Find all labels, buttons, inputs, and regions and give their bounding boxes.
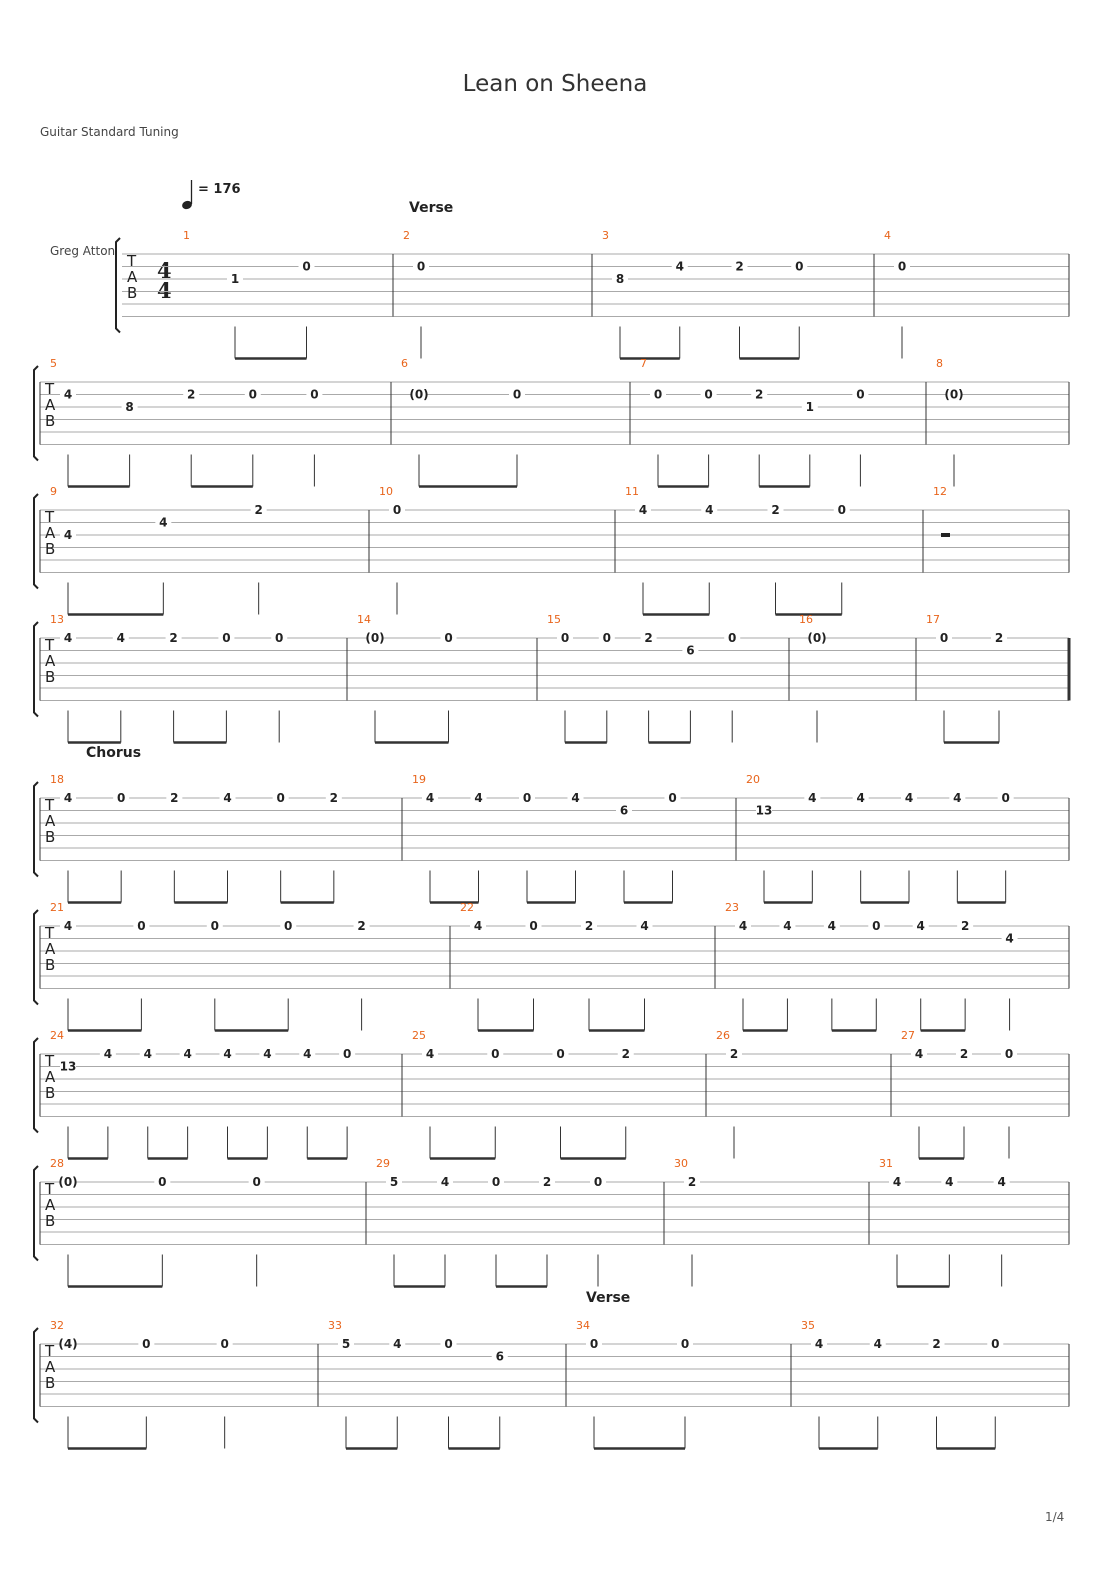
tab-clef-letter: T [45, 1180, 55, 1198]
fret-number: 5 [389, 1175, 399, 1189]
fret-number: 1 [805, 400, 814, 414]
fret-number: 0 [222, 631, 231, 645]
fret-number: 0 [444, 1337, 453, 1351]
tab-system [34, 1319, 1069, 1449]
tab-clef-letter: A [45, 812, 56, 830]
measure-number: 29 [376, 1157, 390, 1170]
measure-number: 22 [460, 901, 474, 914]
tab-clef-letter: B [45, 828, 56, 846]
measure-number: 35 [801, 1319, 815, 1332]
system-brace [34, 494, 38, 589]
fret-number: 0 [653, 387, 663, 402]
system-brace [34, 366, 38, 461]
fret-number: 0 [491, 1175, 501, 1189]
fret-number: 0 [444, 631, 453, 645]
fret-number: 4 [116, 631, 125, 645]
fret-number: 6 [619, 803, 629, 818]
fret-number: (0) [365, 631, 385, 645]
time-signature-bottom: 4 [157, 278, 172, 303]
time-signature-top: 4 [157, 258, 172, 283]
measure-number: 17 [926, 613, 940, 626]
measure-number: 25 [412, 1029, 426, 1042]
fret-number: (0) [58, 1175, 78, 1189]
fret-number: 4 [63, 631, 73, 645]
fret-number: 0 [529, 919, 538, 933]
fret-number: 4 [63, 528, 73, 542]
tab-clef-letter: A [45, 1358, 56, 1376]
fret-number: 6 [686, 643, 695, 658]
fret-number: 4 [873, 1337, 882, 1351]
fret-number: 0 [939, 631, 949, 645]
measure-number: 18 [50, 773, 64, 786]
fret-number: 0 [137, 919, 146, 933]
system-brace [34, 1328, 38, 1423]
fret-number: 0 [512, 387, 522, 402]
tab-clef-letter: T [45, 508, 55, 526]
tab-system [116, 229, 1069, 359]
system-brace [34, 622, 38, 717]
fret-number: 4 [953, 791, 962, 805]
fret-number: 0 [275, 631, 284, 645]
fret-number: 2 [994, 631, 1004, 645]
page-indicator: 1/4 [1045, 1510, 1065, 1524]
fret-number: 4 [143, 1047, 152, 1061]
fret-number: 0 [872, 919, 881, 933]
fret-number: 2 [329, 791, 339, 805]
tab-system [34, 901, 1069, 1031]
tuning-label: Guitar Standard Tuning [40, 125, 179, 139]
measure-number: 10 [379, 485, 393, 498]
fret-number: 2 [621, 1047, 630, 1061]
fret-number: (0) [944, 387, 964, 402]
fret-number: 2 [729, 1047, 739, 1061]
fret-number: 0 [837, 503, 846, 517]
fret-number: 4 [473, 919, 483, 933]
fret-number: 2 [357, 919, 366, 933]
fret-number: 4 [827, 919, 837, 933]
measure-number: 8 [936, 357, 943, 370]
fret-number: 0 [728, 631, 737, 645]
fret-number: 0 [276, 791, 285, 805]
measure-number: 15 [547, 613, 561, 626]
measure-number: 3 [602, 229, 609, 242]
tab-clef-letter: T [45, 796, 55, 814]
instrument-name: Greg Atton [50, 244, 116, 258]
measure-number: 32 [50, 1319, 64, 1332]
fret-number: 0 [593, 1175, 603, 1189]
fret-number: 13 [755, 803, 773, 818]
fret-number: 4 [808, 791, 817, 805]
tab-clef-letter: A [45, 1196, 56, 1214]
fret-number: 0 [142, 1337, 151, 1351]
measure-number: 16 [799, 613, 813, 626]
measure-number: 30 [674, 1157, 688, 1170]
tab-system [34, 613, 1069, 743]
fret-number: 4 [1005, 931, 1014, 946]
fret-number: 2 [755, 387, 764, 402]
tab-clef-letter: A [45, 396, 56, 414]
fret-number: 4 [856, 791, 865, 805]
tab-clef-letter: B [45, 1084, 56, 1102]
measure-number: 26 [716, 1029, 730, 1042]
fret-number: (0) [807, 631, 827, 645]
measure-number: 14 [357, 613, 371, 626]
system-brace [34, 910, 38, 1005]
system-brace [34, 1038, 38, 1133]
measure-number: 6 [401, 357, 408, 370]
fret-number: 0 [116, 791, 126, 805]
fret-number: 2 [169, 631, 178, 645]
tab-system [34, 1157, 1069, 1287]
fret-number: 4 [263, 1047, 272, 1061]
fret-number: 4 [705, 503, 714, 517]
tab-clef-letter: T [45, 380, 55, 398]
measure-number: 19 [412, 773, 426, 786]
fret-number: 0 [310, 387, 319, 402]
fret-number: 0 [491, 1047, 500, 1061]
measure-number: 9 [50, 485, 57, 498]
fret-number: 4 [640, 919, 649, 933]
fret-number: 0 [158, 1175, 167, 1189]
tempo-marking [181, 180, 241, 210]
tab-clef-letter: T [127, 252, 137, 270]
tab-clef-letter: A [45, 524, 56, 542]
fret-number: 4 [783, 919, 792, 933]
fret-number: 2 [254, 503, 263, 517]
fret-number: 0 [342, 1047, 352, 1061]
fret-number: 4 [393, 1337, 402, 1351]
fret-number: 0 [897, 259, 907, 274]
fret-number: 0 [416, 259, 426, 274]
tab-clef-letter: T [45, 1342, 55, 1360]
fret-number: 0 [680, 1337, 690, 1351]
fret-number: 0 [991, 1337, 1000, 1351]
measure-number: 33 [328, 1319, 342, 1332]
tab-clef-letter: T [45, 1052, 55, 1070]
fret-number: 4 [63, 791, 73, 805]
tab-clef-letter: A [127, 268, 138, 286]
fret-number: 13 [59, 1059, 77, 1074]
tempo-value: = 176 [198, 182, 241, 197]
system-brace [34, 1166, 38, 1261]
measure-number: 31 [879, 1157, 893, 1170]
fret-number: 0 [220, 1337, 229, 1351]
measure-number: 7 [640, 357, 647, 370]
tab-clef-letter: B [45, 1374, 56, 1392]
fret-number: 4 [425, 791, 435, 805]
fret-number: 2 [960, 919, 970, 933]
measure-number: 11 [625, 485, 639, 498]
fret-number: 4 [223, 1047, 232, 1061]
measure-number: 24 [50, 1029, 64, 1042]
system-brace [34, 782, 38, 877]
measure-number: 23 [725, 901, 739, 914]
fret-number: 4 [914, 1047, 924, 1061]
tab-clef-letter: B [45, 1212, 56, 1230]
fret-number: 1 [230, 272, 240, 286]
fret-number: 0 [284, 919, 293, 933]
fret-number: 4 [916, 919, 925, 933]
fret-number: 0 [856, 387, 865, 402]
tab-clef-letter: T [45, 924, 55, 942]
tab-system [34, 1029, 1069, 1159]
tab-system [34, 357, 1069, 487]
fret-number: (4) [58, 1337, 78, 1351]
measure-number: 13 [50, 613, 64, 626]
fret-number: 2 [584, 919, 594, 933]
tab-clef-letter: T [45, 636, 55, 654]
fret-number: 0 [248, 387, 257, 402]
fret-number: 0 [560, 631, 570, 645]
fret-number: 6 [495, 1349, 504, 1364]
fret-number: 0 [1004, 1047, 1014, 1061]
fret-number: 0 [668, 791, 677, 805]
fret-number: 2 [542, 1175, 552, 1189]
fret-number: 4 [223, 791, 232, 805]
measure-number: 20 [746, 773, 760, 786]
fret-number: 0 [302, 259, 311, 274]
fret-number: 4 [571, 791, 580, 805]
tab-system [34, 773, 1069, 903]
fret-number: 4 [303, 1047, 312, 1061]
fret-number: 0 [210, 919, 219, 933]
rest-icon [941, 533, 950, 537]
measure-number: 28 [50, 1157, 64, 1170]
fret-number: 4 [183, 1047, 192, 1061]
fret-number: 4 [474, 791, 483, 805]
fret-number: 0 [1001, 791, 1010, 805]
fret-number: 0 [556, 1047, 565, 1061]
measure-number: 1 [183, 229, 190, 242]
tab-clef-letter: B [45, 412, 56, 430]
fret-number: 4 [103, 1047, 113, 1061]
fret-number: 4 [814, 1337, 824, 1351]
fret-number: 2 [735, 259, 744, 274]
tab-clef-letter: B [45, 668, 56, 686]
fret-number: 2 [687, 1175, 697, 1189]
fret-number: 0 [795, 259, 804, 274]
fret-number: 8 [125, 400, 134, 414]
fret-number: 0 [252, 1175, 261, 1189]
fret-number: 0 [522, 791, 532, 805]
measure-number: 34 [576, 1319, 590, 1332]
fret-number: 5 [341, 1337, 351, 1351]
fret-number: 4 [904, 791, 914, 805]
measure-number: 2 [403, 229, 410, 242]
section-label-chorus: Chorus [86, 745, 142, 761]
fret-number: 4 [675, 259, 684, 274]
fret-number: 4 [997, 1175, 1006, 1189]
measure-number: 4 [884, 229, 891, 242]
fret-number: 0 [704, 387, 713, 402]
fret-number: 2 [932, 1337, 941, 1351]
tab-clef-letter: A [45, 940, 56, 958]
tab-clef-letter: B [45, 956, 56, 974]
tab-system [34, 485, 1069, 615]
fret-number: (0) [409, 387, 429, 402]
fret-number: 4 [440, 1175, 450, 1189]
measure-number: 21 [50, 901, 64, 914]
fret-number: 4 [425, 1047, 435, 1061]
fret-number: 0 [589, 1337, 599, 1351]
fret-number: 4 [638, 503, 648, 517]
fret-number: 4 [945, 1175, 954, 1189]
tab-clef-letter: A [45, 1068, 56, 1086]
fret-number: 4 [63, 919, 73, 933]
system-brace [116, 238, 120, 333]
measure-number: 27 [901, 1029, 915, 1042]
measure-number: 12 [933, 485, 947, 498]
section-label-verse-2: Verse [586, 1290, 631, 1306]
fret-number: 2 [170, 791, 179, 805]
fret-number: 2 [959, 1047, 969, 1061]
fret-number: 2 [644, 631, 653, 645]
fret-number: 4 [63, 387, 73, 402]
tab-clef-letter: B [45, 540, 56, 558]
song-title: Lean on Sheena [462, 71, 648, 97]
fret-number: 8 [615, 272, 625, 286]
section-label-verse: Verse [409, 200, 454, 216]
fret-number: 2 [771, 503, 780, 517]
tab-clef-letter: A [45, 652, 56, 670]
tab-clef-letter: B [127, 284, 138, 302]
fret-number: 4 [892, 1175, 902, 1189]
fret-number: 2 [187, 387, 196, 402]
fret-number: 4 [738, 919, 748, 933]
fret-number: 0 [392, 503, 402, 517]
measure-number: 5 [50, 357, 57, 370]
fret-number: 0 [602, 631, 611, 645]
fret-number: 4 [159, 515, 168, 530]
